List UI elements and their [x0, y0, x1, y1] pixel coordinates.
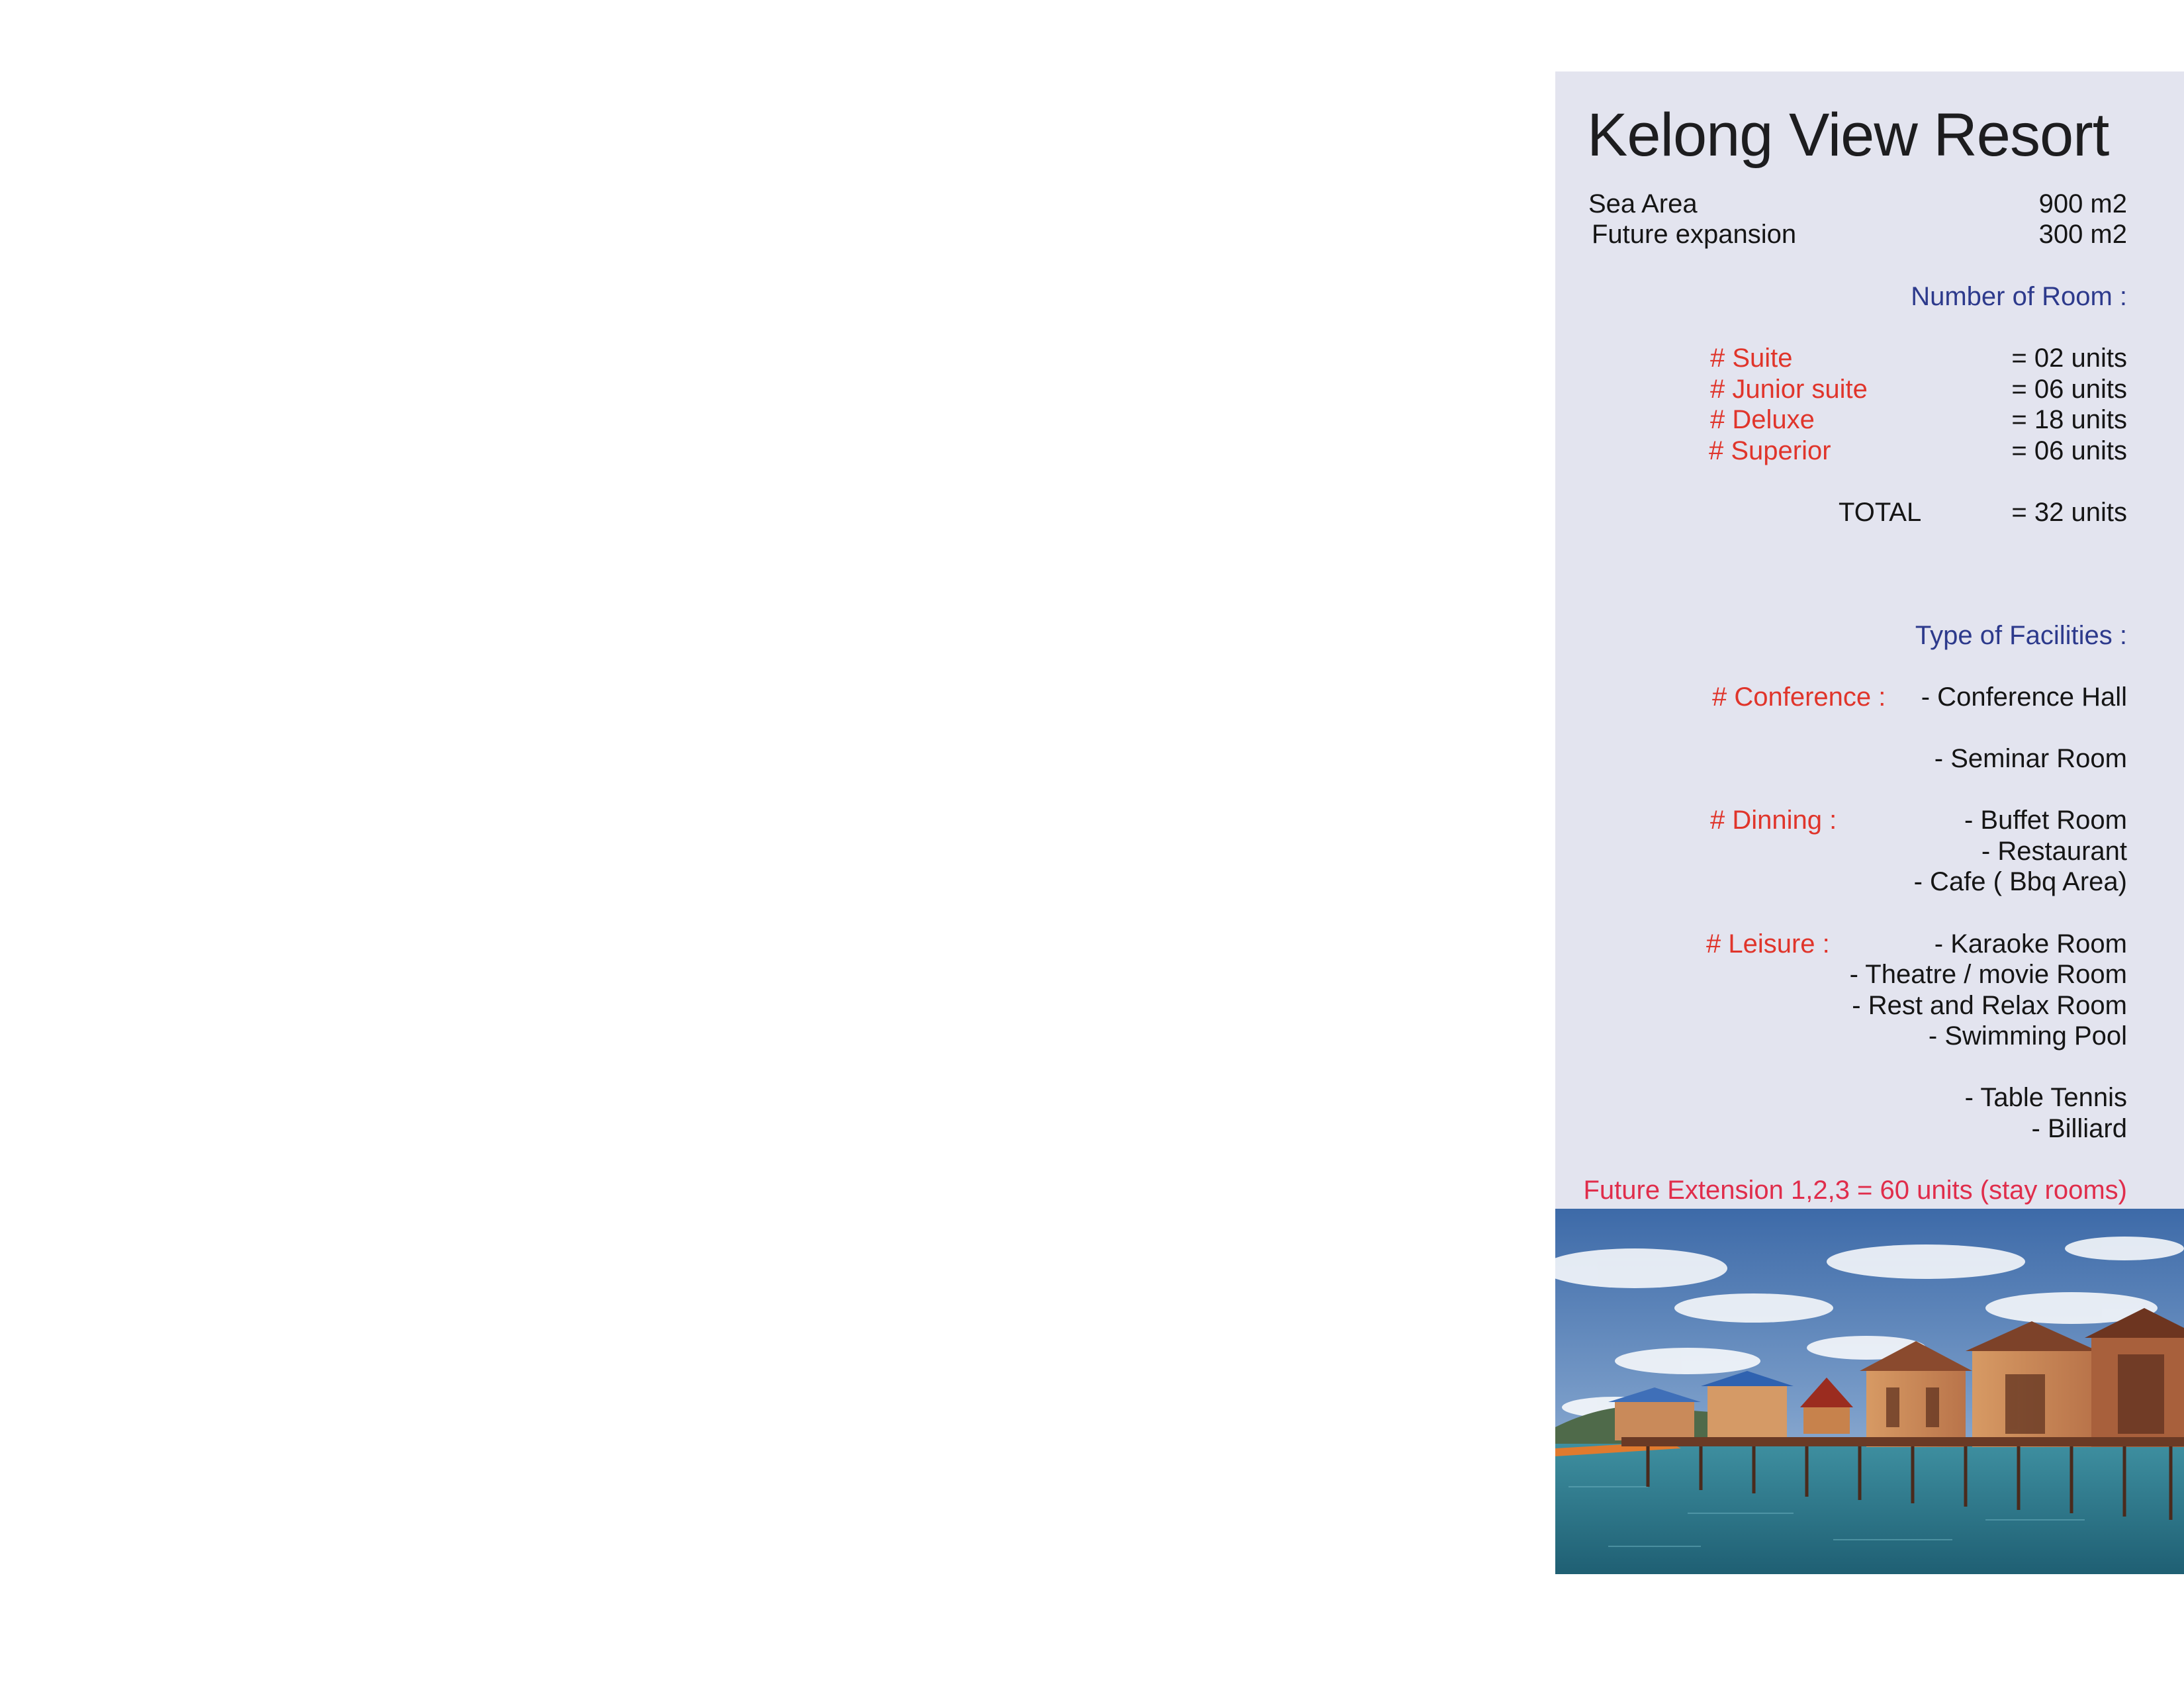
leisure-item: - Swimming Pool: [1928, 1021, 2127, 1051]
leisure-item: - Theatre / movie Room: [1849, 960, 2127, 989]
leisure-label: # Leisure :: [1706, 929, 1830, 959]
rooms-total-value: = 32 units: [2011, 498, 2127, 527]
leisure-item: - Rest and Relax Room: [1852, 991, 2127, 1020]
room-label-deluxe: # Deluxe: [1710, 405, 1815, 434]
leisure-item: - Karaoke Room: [1934, 929, 2127, 959]
room-label-junior-suite: # Junior suite: [1710, 375, 1868, 404]
room-label-superior: # Superior: [1709, 436, 1831, 465]
conference-label: # Conference :: [1712, 682, 1886, 712]
dinning-label: # Dinning :: [1710, 806, 1837, 835]
conference-item: - Seminar Room: [1934, 744, 2127, 773]
room-value-superior: = 06 units: [2011, 436, 2127, 465]
room-label-suite: # Suite: [1710, 344, 1793, 373]
sea-area-label: Sea Area: [1588, 189, 1698, 218]
resort-rendering-image: [1555, 1209, 2184, 1574]
extra-facility-item: - Table Tennis: [1964, 1083, 2127, 1112]
future-expansion-value: 300 m2: [2038, 220, 2127, 249]
room-value-suite: = 02 units: [2011, 344, 2127, 373]
sea-area-value: 900 m2: [2038, 189, 2127, 218]
room-value-deluxe: = 18 units: [2011, 405, 2127, 434]
extra-facility-item: - Billiard: [2031, 1114, 2127, 1143]
dinning-item: - Restaurant: [1981, 837, 2127, 866]
rooms-heading: Number of Room :: [1911, 282, 2127, 311]
room-value-junior-suite: = 06 units: [2011, 375, 2127, 404]
page-title: Kelong View Resort: [1587, 101, 2109, 169]
rooms-total-label: TOTAL: [1839, 498, 1922, 527]
facilities-heading: Type of Facilities :: [1915, 621, 2127, 650]
dinning-item: - Cafe ( Bbq Area): [1913, 867, 2127, 896]
dinning-item: - Buffet Room: [1964, 806, 2127, 835]
future-expansion-label: Future expansion: [1592, 220, 1797, 249]
conference-item: - Conference Hall: [1921, 682, 2127, 712]
future-extension-note: Future Extension 1,2,3 = 60 units (stay rooms): [1583, 1176, 2127, 1205]
